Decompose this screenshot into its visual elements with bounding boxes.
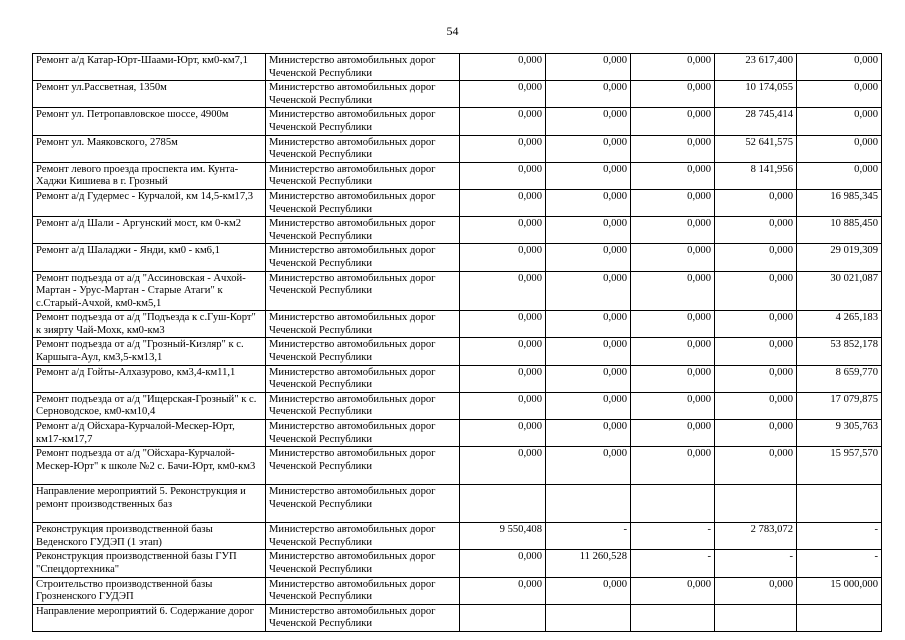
- table-row: [33, 577, 882, 604]
- value-cell-3: 0,000: [631, 81, 715, 108]
- responsible-org-cell: Министерство автомобильных дорог Чеченской Республики: [266, 365, 460, 392]
- value-cell-5: 0,000: [797, 162, 882, 189]
- value-cell-2: [546, 485, 631, 523]
- value-cell-5: 10 885,450: [797, 217, 882, 244]
- value-cell-5: 17 079,875: [797, 392, 882, 419]
- value-cell-4: 0,000: [715, 271, 797, 311]
- project-name-cell: Ремонт а/д Шаладжи - Янди, км0 - км6,1: [33, 244, 266, 271]
- value-cell-4: 0,000: [715, 217, 797, 244]
- project-name-cell: Реконструкция производственной базы ГУП "Спецдортехника": [33, 550, 266, 577]
- value-cell-3: 0,000: [631, 244, 715, 271]
- value-cell-1: 0,000: [460, 365, 546, 392]
- value-cell-3: 0,000: [631, 54, 715, 81]
- project-name-cell: Ремонт а/д Шали - Аргунский мост, км 0-км2: [33, 217, 266, 244]
- responsible-org-cell: Министерство автомобильных дорог Чеченской Республики: [266, 81, 460, 108]
- value-cell-5: 15 000,000: [797, 577, 882, 604]
- value-cell-4: -: [715, 550, 797, 577]
- value-cell-3: 0,000: [631, 217, 715, 244]
- table-row: [33, 311, 882, 338]
- responsible-org-cell: Министерство автомобильных дорог Чеченской Республики: [266, 162, 460, 189]
- value-cell-3: [631, 485, 715, 523]
- value-cell-2: 0,000: [546, 244, 631, 271]
- value-cell-5: 29 019,309: [797, 244, 882, 271]
- value-cell-2: 0,000: [546, 54, 631, 81]
- value-cell-3: 0,000: [631, 338, 715, 365]
- value-cell-2: 0,000: [546, 108, 631, 135]
- table-row: [33, 81, 882, 108]
- value-cell-1: [460, 485, 546, 523]
- value-cell-2: 0,000: [546, 271, 631, 311]
- value-cell-4: 0,000: [715, 447, 797, 485]
- budget-table: [32, 53, 882, 632]
- value-cell-3: 0,000: [631, 392, 715, 419]
- value-cell-5: 0,000: [797, 54, 882, 81]
- value-cell-3: 0,000: [631, 365, 715, 392]
- responsible-org-cell: Министерство автомобильных дорог Чеченской Республики: [266, 135, 460, 162]
- value-cell-1: 0,000: [460, 244, 546, 271]
- value-cell-2: 0,000: [546, 338, 631, 365]
- value-cell-4: 0,000: [715, 420, 797, 447]
- responsible-org-cell: Министерство автомобильных дорог Чеченской Республики: [266, 54, 460, 81]
- value-cell-5: 4 265,183: [797, 311, 882, 338]
- project-name-cell: Ремонт ул. Петропавловское шоссе, 4900м: [33, 108, 266, 135]
- value-cell-2: 0,000: [546, 189, 631, 216]
- responsible-org-cell: Министерство автомобильных дорог Чеченской Республики: [266, 485, 460, 523]
- value-cell-1: 0,000: [460, 447, 546, 485]
- project-name-cell: Ремонт левого проезда проспекта им. Кунта-Хаджи Кишиева в г. Грозный: [33, 162, 266, 189]
- value-cell-5: [797, 485, 882, 523]
- table-row: [33, 189, 882, 216]
- responsible-org-cell: Министерство автомобильных дорог Чеченской Республики: [266, 271, 460, 311]
- page-number: 54: [446, 24, 459, 38]
- value-cell-1: 0,000: [460, 338, 546, 365]
- project-name-cell: Ремонт подъезда от а/д "Ищерская-Грозный" к с. Серноводское, км0-км10,4: [33, 392, 266, 419]
- responsible-org-cell: Министерство автомобильных дорог Чеченской Республики: [266, 217, 460, 244]
- project-name-cell: Реконструкция производственной базы Веденского ГУДЭП (1 этап): [33, 523, 266, 550]
- responsible-org-cell: Министерство автомобильных дорог Чеченской Республики: [266, 604, 460, 631]
- value-cell-4: [715, 485, 797, 523]
- value-cell-4: 0,000: [715, 392, 797, 419]
- value-cell-2: 0,000: [546, 365, 631, 392]
- table-row: [33, 523, 882, 550]
- responsible-org-cell: Министерство автомобильных дорог Чеченской Республики: [266, 392, 460, 419]
- table-row: [33, 162, 882, 189]
- value-cell-2: 0,000: [546, 217, 631, 244]
- value-cell-1: 0,000: [460, 311, 546, 338]
- value-cell-4: 0,000: [715, 189, 797, 216]
- value-cell-3: 0,000: [631, 135, 715, 162]
- value-cell-3: 0,000: [631, 108, 715, 135]
- value-cell-1: 0,000: [460, 392, 546, 419]
- value-cell-1: 9 550,408: [460, 523, 546, 550]
- value-cell-1: 0,000: [460, 271, 546, 311]
- table-row: [33, 271, 882, 311]
- value-cell-1: 0,000: [460, 54, 546, 81]
- value-cell-1: 0,000: [460, 420, 546, 447]
- value-cell-5: 16 985,345: [797, 189, 882, 216]
- table-row: [33, 135, 882, 162]
- value-cell-3: 0,000: [631, 271, 715, 311]
- table-row: [33, 108, 882, 135]
- value-cell-3: 0,000: [631, 447, 715, 485]
- project-name-cell: Ремонт подъезда от а/д "Грозный-Кизляр" к с. Каршыга-Аул, км3,5-км13,1: [33, 338, 266, 365]
- responsible-org-cell: Министерство автомобильных дорог Чеченской Республики: [266, 244, 460, 271]
- value-cell-2: 0,000: [546, 81, 631, 108]
- value-cell-4: 8 141,956: [715, 162, 797, 189]
- table-row: [33, 485, 882, 523]
- value-cell-5: [797, 604, 882, 631]
- table-row: [33, 550, 882, 577]
- table-row: [33, 365, 882, 392]
- responsible-org-cell: Министерство автомобильных дорог Чеченской Республики: [266, 108, 460, 135]
- value-cell-2: [546, 604, 631, 631]
- project-name-cell: Ремонт а/д Катар-Юрт-Шаами-Юрт, км0-км7,1: [33, 54, 266, 81]
- value-cell-3: -: [631, 550, 715, 577]
- value-cell-5: 30 021,087: [797, 271, 882, 311]
- responsible-org-cell: Министерство автомобильных дорог Чеченской Республики: [266, 523, 460, 550]
- value-cell-5: 0,000: [797, 135, 882, 162]
- value-cell-4: 2 783,072: [715, 523, 797, 550]
- value-cell-3: 0,000: [631, 577, 715, 604]
- value-cell-2: 0,000: [546, 392, 631, 419]
- value-cell-4: 0,000: [715, 365, 797, 392]
- value-cell-2: 0,000: [546, 162, 631, 189]
- value-cell-2: 0,000: [546, 311, 631, 338]
- table-body: [33, 54, 882, 632]
- value-cell-1: 0,000: [460, 577, 546, 604]
- project-name-cell: Направление мероприятий 5. Реконструкция и ремонт производственных баз: [33, 485, 266, 523]
- responsible-org-cell: Министерство автомобильных дорог Чеченской Республики: [266, 577, 460, 604]
- project-name-cell: Ремонт ул. Маяковского, 2785м: [33, 135, 266, 162]
- table-row: [33, 54, 882, 81]
- responsible-org-cell: Министерство автомобильных дорог Чеченской Республики: [266, 311, 460, 338]
- value-cell-2: 11 260,528: [546, 550, 631, 577]
- value-cell-4: 10 174,055: [715, 81, 797, 108]
- project-name-cell: Строительство производственной базы Грозненского ГУДЭП: [33, 577, 266, 604]
- table-row: [33, 217, 882, 244]
- project-name-cell: Ремонт подъезда от а/д "Ойсхара-Курчалой-Мескер-Юрт" к школе №2 с. Бачи-Юрт, км0-км3: [33, 447, 266, 485]
- value-cell-4: [715, 604, 797, 631]
- value-cell-3: -: [631, 523, 715, 550]
- value-cell-4: 28 745,414: [715, 108, 797, 135]
- responsible-org-cell: Министерство автомобильных дорог Чеченской Республики: [266, 420, 460, 447]
- value-cell-2: -: [546, 523, 631, 550]
- responsible-org-cell: Министерство автомобильных дорог Чеченской Республики: [266, 189, 460, 216]
- responsible-org-cell: Министерство автомобильных дорог Чеченской Республики: [266, 550, 460, 577]
- value-cell-5: 0,000: [797, 108, 882, 135]
- responsible-org-cell: Министерство автомобильных дорог Чеченской Республики: [266, 338, 460, 365]
- project-name-cell: Ремонт а/д Гудермес - Курчалой, км 14,5-км17,3: [33, 189, 266, 216]
- value-cell-4: 0,000: [715, 338, 797, 365]
- table-row: [33, 244, 882, 271]
- value-cell-1: 0,000: [460, 217, 546, 244]
- value-cell-3: [631, 604, 715, 631]
- table-row: [33, 338, 882, 365]
- value-cell-2: 0,000: [546, 135, 631, 162]
- value-cell-5: 9 305,763: [797, 420, 882, 447]
- value-cell-1: 0,000: [460, 108, 546, 135]
- value-cell-3: 0,000: [631, 162, 715, 189]
- value-cell-5: 53 852,178: [797, 338, 882, 365]
- value-cell-2: 0,000: [546, 447, 631, 485]
- value-cell-1: 0,000: [460, 550, 546, 577]
- value-cell-5: 0,000: [797, 81, 882, 108]
- value-cell-4: 0,000: [715, 577, 797, 604]
- table-row: [33, 392, 882, 419]
- value-cell-4: 52 641,575: [715, 135, 797, 162]
- value-cell-1: 0,000: [460, 162, 546, 189]
- project-name-cell: Ремонт подъезда от а/д "Подъезда к с.Гуш-Корт" к зиярту Чай-Мохк, км0-км3: [33, 311, 266, 338]
- value-cell-4: 23 617,400: [715, 54, 797, 81]
- project-name-cell: Ремонт ул.Рассветная, 1350м: [33, 81, 266, 108]
- value-cell-4: 0,000: [715, 311, 797, 338]
- responsible-org-cell: Министерство автомобильных дорог Чеченской Республики: [266, 447, 460, 485]
- value-cell-1: [460, 604, 546, 631]
- value-cell-3: 0,000: [631, 189, 715, 216]
- value-cell-5: 8 659,770: [797, 365, 882, 392]
- value-cell-2: 0,000: [546, 577, 631, 604]
- value-cell-5: -: [797, 550, 882, 577]
- project-name-cell: Направление мероприятий 6. Содержание дорог: [33, 604, 266, 631]
- value-cell-1: 0,000: [460, 135, 546, 162]
- project-name-cell: Ремонт подъезда от а/д "Ассиновская - Ачхой-Мартан - Урус-Мартан - Старые Атаги" к с.Старый-Ачхой, км0-км5,1: [33, 271, 266, 311]
- value-cell-4: 0,000: [715, 244, 797, 271]
- value-cell-1: 0,000: [460, 189, 546, 216]
- project-name-cell: Ремонт а/д Гойты-Алхазурово, км3,4-км11,1: [33, 365, 266, 392]
- project-name-cell: Ремонт а/д Ойсхара-Курчалой-Мескер-Юрт, км17-км17,7: [33, 420, 266, 447]
- table-row: [33, 604, 882, 631]
- value-cell-5: 15 957,570: [797, 447, 882, 485]
- value-cell-5: -: [797, 523, 882, 550]
- value-cell-3: 0,000: [631, 311, 715, 338]
- value-cell-3: 0,000: [631, 420, 715, 447]
- table-row: [33, 447, 882, 485]
- value-cell-1: 0,000: [460, 81, 546, 108]
- table-row: [33, 420, 882, 447]
- value-cell-2: 0,000: [546, 420, 631, 447]
